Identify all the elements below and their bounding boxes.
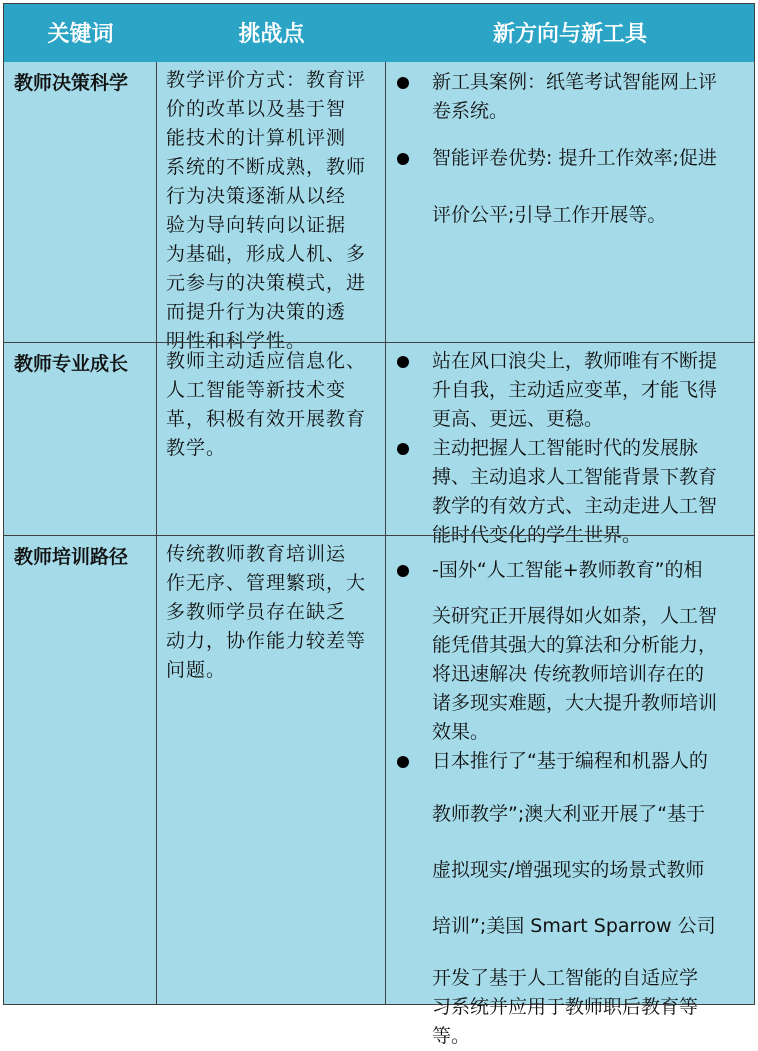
challenge-cell (157, 343, 386, 535)
bullet-line: 诸多现实难题，大大提升教师培训 (432, 692, 718, 714)
challenge-line: 人工智能等新技术变 (166, 379, 347, 401)
bullet-line: 开发了基于人工智能的自适应学 (432, 967, 699, 989)
challenge-line: 元参与的决策模式，进 (166, 272, 367, 294)
bullet-dot-icon (397, 565, 409, 577)
bullet-item (392, 434, 748, 550)
direction-cell (386, 343, 754, 546)
keyword-cell: 教师培训路径 (4, 536, 157, 1005)
challenge-cell (157, 62, 386, 352)
challenge-line: 作无序、管理繁琐，大 (166, 572, 367, 594)
bullet-dot-icon (397, 756, 409, 768)
bullet-line: 智能评卷优势: 提升工作效率;促进 (432, 147, 717, 169)
bullet-line: 效果。 (432, 721, 490, 743)
challenge-line: 教学。 (166, 437, 227, 459)
challenge-line: 问题。 (166, 659, 227, 681)
bullet-line: 能凭借其强大的算法和分析能力， (432, 634, 718, 656)
challenge-line: 验为导向转向以证据 (166, 214, 347, 236)
header-keyword: 关键词 (47, 22, 114, 47)
bullet-line: 评价公平;引导工作开展等。 (432, 204, 667, 226)
table-row (4, 342, 754, 546)
challenge-line: 革，积极有效开展教育 (166, 408, 367, 430)
bullet-dot-icon (397, 153, 409, 165)
challenge-line: 多教师学员存在缺乏 (166, 601, 347, 623)
challenge-line: 教学评价方式：教育评 (166, 69, 367, 91)
bullet-line: 卷系统。 (432, 100, 509, 122)
bullet-line: 搏、主动追求人工智能背景下教育 (432, 466, 718, 488)
bullet-line: 关研究正开展得如火如荼，人工智 (432, 605, 718, 627)
bullet-line: 主动把握人工智能时代的发展脉 (432, 437, 699, 459)
challenge-line: 行为决策逐渐从以经 (166, 185, 347, 207)
header-challenge: 挑战点 (238, 22, 305, 47)
table-row (4, 61, 754, 352)
bullet-item (392, 556, 748, 747)
bullet-line: 将迅速解决 传统教师培训存在的 (432, 663, 705, 685)
challenge-line: 价的改革以及基于智 (166, 98, 347, 120)
keyword-cell: 教师决策科学 (4, 62, 157, 342)
bullet-line: 升自我，主动适应变革，才能飞得 (432, 379, 718, 401)
bullet-line: 虚拟现实/增强现实的场景式教师 (432, 859, 705, 881)
bullet-item (392, 747, 748, 1051)
bullet-item (392, 144, 748, 230)
bullet-dot-icon (397, 443, 409, 455)
challenge-line: 传统教师教育培训运 (166, 543, 347, 565)
bullet-line: 培训”;美国 Smart Sparrow 公司 (432, 915, 716, 937)
challenge-cell (157, 536, 386, 1005)
bullet-dot-icon (397, 356, 409, 368)
challenge-line: 明性和科学性。 (166, 330, 307, 352)
bullet-line: 站在风口浪尖上，教师唯有不断提 (432, 350, 718, 372)
bullet-line: 日本推行了“基于编程和机器人的 (432, 750, 708, 772)
challenge-line: 而提升行为决策的透 (166, 301, 347, 323)
challenge-line: 系统的不断成熟，教师 (166, 156, 367, 178)
bullet-line: 习系统并应用于教师职后教育等 (432, 996, 699, 1018)
keyword-cell: 教师专业成长 (4, 343, 157, 535)
table (3, 3, 755, 1047)
bullet-line: 教师教学”;澳大利亚开展了“基于 (432, 803, 706, 825)
header-new-direction: 新方向与新工具 (492, 22, 647, 47)
bullet-line: 能时代变化的学生世界。 (432, 524, 642, 546)
table-row (4, 535, 754, 1047)
bullet-item (392, 347, 748, 434)
challenge-line: 能技术的计算机评测 (166, 127, 347, 149)
bullet-line: -国外“人工智能+教师教育”的相 (432, 559, 703, 581)
challenge-line: 为基础，形成人机、多 (166, 243, 367, 265)
bullet-line: 新工具案例：纸笔考试智能网上评 (432, 71, 718, 93)
challenge-line: 动力，协作能力较差等 (166, 630, 367, 652)
bullet-line: 等。 (432, 1025, 471, 1047)
table-header (4, 4, 754, 61)
bullet-line: 教学的有效方式、主动走进人工智 (432, 495, 718, 517)
bullet-line: 更高、更远、更稳。 (432, 408, 604, 430)
bullet-dot-icon (397, 77, 409, 89)
bullet-item (392, 68, 748, 126)
direction-cell (386, 62, 754, 342)
challenge-line: 教师主动适应信息化、 (166, 350, 367, 372)
direction-cell (386, 536, 754, 1047)
